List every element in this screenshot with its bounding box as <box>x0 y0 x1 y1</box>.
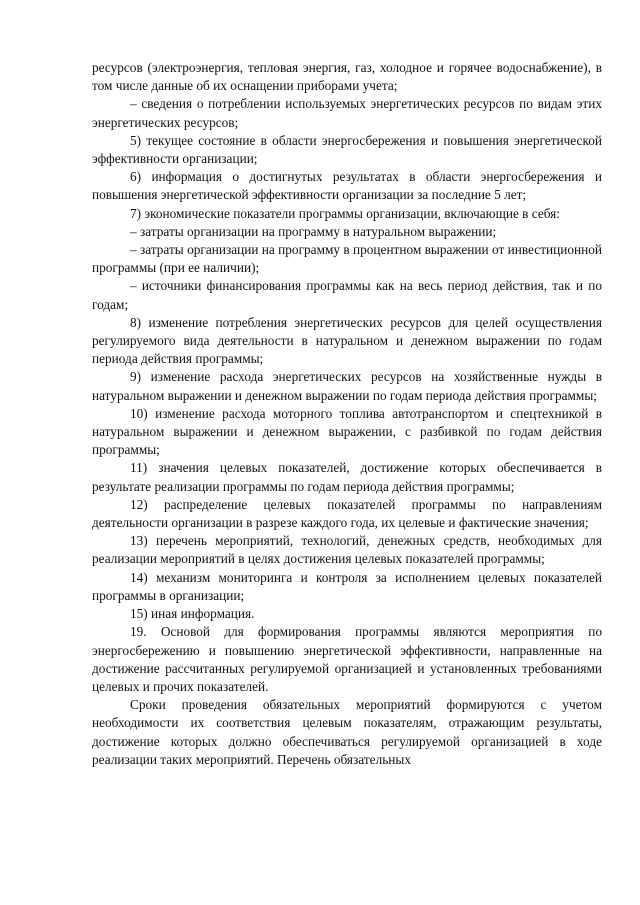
paragraph: – источники финансирования программы как на весь период действия, так и по годам; <box>92 278 602 312</box>
paragraph: – затраты организации на программу в процентном выражении от инвестиционной программы (при ее наличии); <box>92 242 602 276</box>
paragraph: ресурсов (электроэнергия, тепловая энергия, газ, холодное и горячее водоснабжение), в том числе данные об их оснащении приборами учета; <box>92 60 602 94</box>
paragraph: 7) экономические показатели программы организации, включающие в себя: <box>130 205 560 221</box>
paragraph: 13) перечень мероприятий, технологий, денежных средств, необходимых для реализации мероприятий в целях достижения целевых показателей программы; <box>92 533 602 567</box>
paragraph: 6) информация о достигнутых результатах в области энергосбережения и повышения энергетической эффективности организации за последние 5 лет; <box>92 169 602 203</box>
paragraph: 14) механизм мониторинга и контроля за исполнением целевых показателей программы в организации; <box>92 569 602 603</box>
paragraph: – сведения о потреблении используемых энергетических ресурсов по видам этих энергетических ресурсов; <box>92 96 602 130</box>
paragraph: 5) текущее состояние в области энергосбережения и повышения энергетической эффективности организации; <box>92 132 602 167</box>
paragraph: Сроки проведения обязательных мероприятий формируются с учетом необходимости их соответствия целевым показателям, отражающим результаты, достижение которых должно обеспечиваться регулируемой организацией в ходе реализации таких мероприятий. Перечень обязательных <box>92 697 602 767</box>
paragraph: 19. Основой для формирования программы являются мероприятия по энергосбережению и повышению энергетической эффективности, направленные на достижение рассчитанных регулируемой организацией и установленных требованиями целевых и прочих показателей. <box>92 624 602 694</box>
paragraph: 10) изменение расхода моторного топлива автотранспортом и спецтехникой в натуральном выражении и денежном выражении, с разбивкой по годам действия программы; <box>92 405 602 458</box>
paragraph: 8) изменение потребления энергетических ресурсов для целей осуществления регулируемого вида деятельности в натуральном и денежном выражении по годам периода действия программы; <box>92 314 602 367</box>
paragraph: 9) изменение расхода энергетических ресурсов на хозяйственные нужды в натуральном выражении и денежном выражении по годам периода действия программы; <box>92 369 602 403</box>
paragraph: 12) распределение целевых показателей программы по направлениям деятельности организации в разрезе каждого года, их целевые и фактические значения; <box>92 496 602 531</box>
document-page <box>92 59 602 769</box>
paragraph: 15) иная информация. <box>130 606 255 622</box>
paragraph: – затраты организации на программу в натуральном выражении; <box>130 223 497 239</box>
paragraph: 11) значения целевых показателей, достижение которых обеспечивается в результате реализации программы по годам периода действия программы; <box>92 460 602 494</box>
